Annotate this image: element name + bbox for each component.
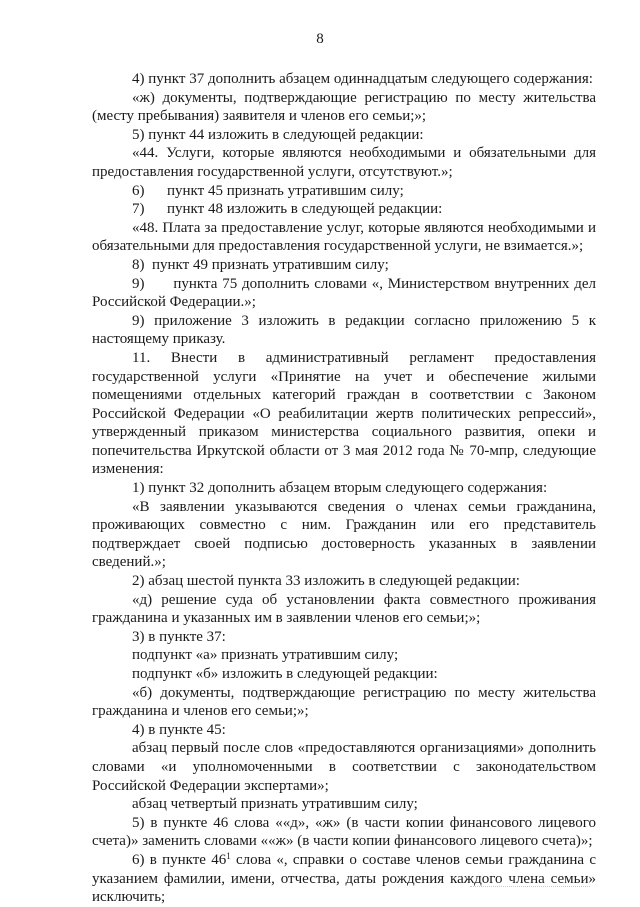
paragraph: 7) пункт 48 изложить в следующей редакции: [132,201,443,218]
scan-artifact [470,886,590,893]
paragraph: «44. Услуги, которые являются необходимыми и обязательными для предоставления государственной услуги, отсутствуют.»; [92,145,596,180]
paragraph: «ж) документы, подтверждающие регистрацию по месту жительства (месту пребывания) заявителя и членов его семьи;»; [92,89,596,125]
paragraph: подпункт «б» изложить в следующей редакции: [132,666,438,682]
paragraph: 5) в пункте 46 слова ««д», «ж» (в части копии финансового лицевого счета)» заменить словами ««ж» (в части копии финансового лицевого счета)»; [92,814,596,850]
paragraph: абзац четвертый признать утратившим силу; [132,796,418,813]
paragraph: 1) пункт 32 дополнить абзацем вторым следующего содержания: [132,480,548,497]
paragraph: 3) в пункте 37: [132,628,226,645]
page-number: 8 [316,31,324,47]
paragraph: 9) пункта 75 дополнить словами «, Министерством внутренних дел Российской Федерации.»; [92,275,600,311]
paragraph: 6) пункт 45 признать утратившим силу; [132,182,404,199]
paragraph: 2) абзац шестой пункта 33 изложить в следующей редакции: [132,573,520,590]
document-body [92,70,600,907]
paragraph: подпункт «а» признать утратившим силу; [132,647,399,664]
paragraph: 5) пункт 44 изложить в следующей редакции: [132,126,424,143]
paragraph: «В заявлении указываются сведения о членах семьи гражданина, проживающих совместно с ним. Гражданин или его представитель подтверждает своей подписью достоверность указанных в заявлении сведений.»; [92,498,596,571]
paragraph: «48. Плата за предоставление услуг, которые являются необходимыми и обязательными для предоставления государственной услуги, не взимается.»; [92,219,596,255]
paragraph-last-start: 6) в пункте 46 [132,851,227,868]
paragraph-last-end: слова «, справки о составе членов семьи гражданина с указанием фамилии, имени, отчества, даты рождения каждого члена семьи» исключить; [92,851,596,906]
paragraph: 4) в пункте 45: [132,721,226,738]
paragraph: «д) решение суда об установлении факта совместного проживания гражданина и указанных им в заявлении членов его семьи;»; [92,591,596,627]
paragraph: 11. Внести в административный регламент предоставления государственной услуги «Принятие на учет и обеспечение жилыми помещениями отдельных категорий граждан в соответствии с Законом Российской Федерации «О реабилитации жертв политических репрессий», утвержденный приказом министерства социального развития, опеки и попечительства Иркутской области от 3 мая 2012 года № 70-мпр, следующие изменения: [92,349,600,478]
paragraph: 8) пункт 49 признать утратившим силу; [132,256,389,273]
paragraph: абзац первый после слов «предоставляются организациями» дополнить словами «и уполномоченными в соответствии с законодательством Российской Федерации экспертами»; [92,740,596,794]
paragraph: 9) приложение 3 изложить в редакции согласно приложению 5 к настоящему приказу. [92,312,596,348]
superscript-number: 1 [226,850,231,861]
paragraph: «б) документы, подтверждающие регистрацию по месту жительства гражданина и членов его семьи;»; [92,684,596,720]
paragraph: 4) пункт 37 дополнить абзацем одиннадцатым следующего содержания: [132,71,593,87]
paragraph-last [92,851,596,907]
